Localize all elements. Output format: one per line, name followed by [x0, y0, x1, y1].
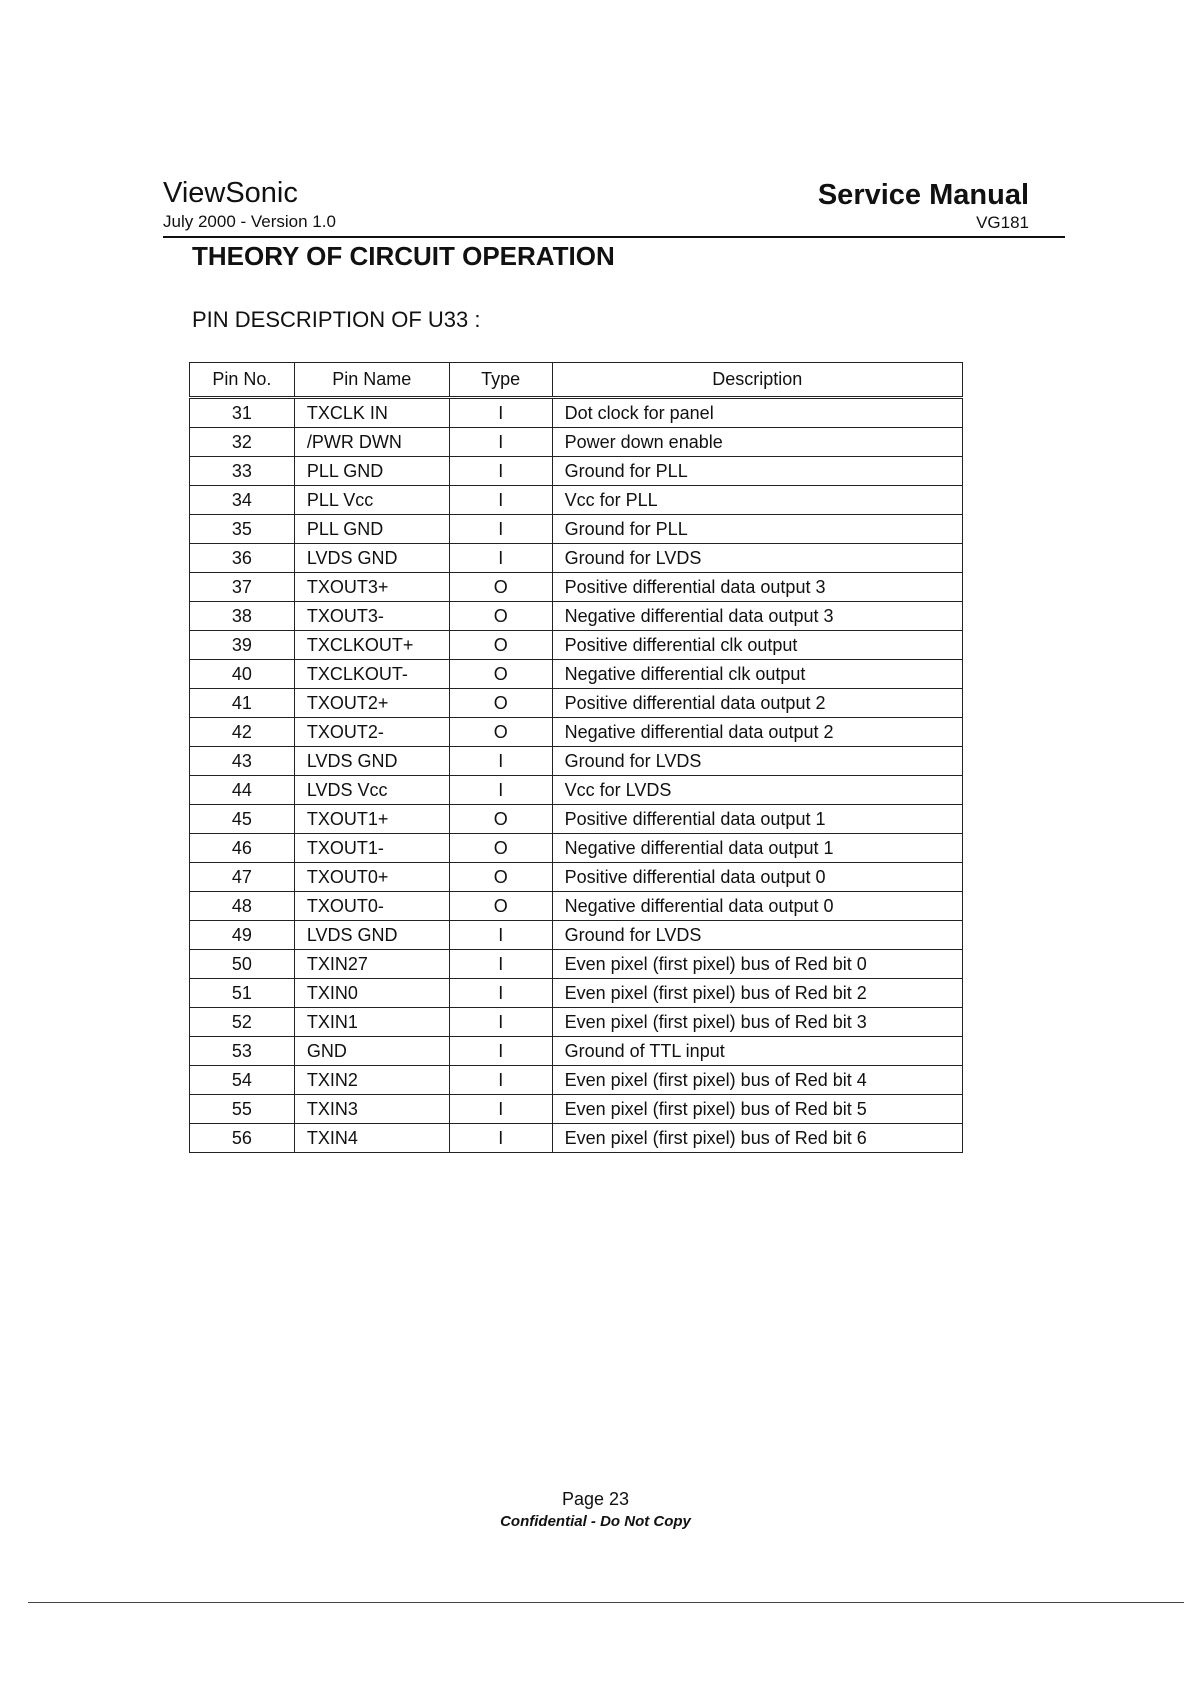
pin-name-cell: TXOUT1- [294, 834, 449, 863]
footer-divider [28, 1602, 1184, 1603]
table-row [190, 979, 963, 1008]
pin-type-cell: O [449, 602, 552, 631]
pin-description-cell: Even pixel (first pixel) bus of Red bit 2 [552, 979, 962, 1008]
header-pin-name: Pin Name [294, 363, 449, 398]
pin-type-cell: I [449, 979, 552, 1008]
page-number: Page 23 [561, 1489, 630, 1509]
table-row [190, 689, 963, 718]
pin-name-cell: LVDS GND [294, 544, 449, 573]
table-row [190, 1066, 963, 1095]
pin-name-cell: TXCLKOUT+ [294, 631, 449, 660]
header-divider [163, 236, 1065, 238]
table-row [190, 950, 963, 979]
pin-type-cell: O [449, 631, 552, 660]
pin-description-cell: Vcc for PLL [552, 486, 962, 515]
pin-description-cell: Ground for LVDS [552, 921, 962, 950]
model-number: VG181 [976, 213, 1029, 232]
pin-description-cell: Power down enable [552, 428, 962, 457]
pin-no-cell: 42 [190, 718, 295, 747]
pin-description-cell: Vcc for LVDS [552, 776, 962, 805]
pin-type-cell: O [449, 863, 552, 892]
table-row [190, 718, 963, 747]
pin-no-cell: 49 [190, 921, 295, 950]
table-row [190, 486, 963, 515]
pin-type-cell: I [449, 486, 552, 515]
table-row [190, 573, 963, 602]
pin-no-cell: 53 [190, 1037, 295, 1066]
pin-no-cell: 33 [190, 457, 295, 486]
pin-no-cell: 52 [190, 1008, 295, 1037]
pin-no-cell: 39 [190, 631, 295, 660]
table-row [190, 1095, 963, 1124]
pin-name-cell: LVDS GND [294, 921, 449, 950]
pin-type-cell: O [449, 805, 552, 834]
pin-no-cell: 37 [190, 573, 295, 602]
pin-description-cell: Ground for PLL [552, 515, 962, 544]
brand-name: ViewSonic [163, 177, 298, 209]
table-row [190, 776, 963, 805]
pin-type-cell: O [449, 660, 552, 689]
pin-name-cell: LVDS Vcc [294, 776, 449, 805]
table-row [190, 892, 963, 921]
table-row [190, 398, 963, 428]
pin-name-cell: PLL GND [294, 457, 449, 486]
pin-type-cell: I [449, 515, 552, 544]
pin-type-cell: I [449, 776, 552, 805]
pin-type-cell: I [449, 921, 552, 950]
pin-type-cell: I [449, 428, 552, 457]
section-title: THEORY OF CIRCUIT OPERATION [192, 241, 615, 271]
pin-description-cell: Dot clock for panel [552, 398, 962, 428]
pin-description-cell: Even pixel (first pixel) bus of Red bit 4 [552, 1066, 962, 1095]
pin-no-cell: 34 [190, 486, 295, 515]
pin-name-cell: TXOUT0+ [294, 863, 449, 892]
pin-type-cell: I [449, 544, 552, 573]
pin-description-cell: Negative differential data output 0 [552, 892, 962, 921]
table-row [190, 834, 963, 863]
pin-description-table [189, 362, 963, 1153]
pin-no-cell: 48 [190, 892, 295, 921]
pin-no-cell: 32 [190, 428, 295, 457]
pin-no-cell: 40 [190, 660, 295, 689]
pin-type-cell: I [449, 1095, 552, 1124]
header-pin-no: Pin No. [190, 363, 295, 398]
pin-no-cell: 38 [190, 602, 295, 631]
confidential-notice: Confidential - Do Not Copy [500, 1513, 691, 1530]
table-row [190, 747, 963, 776]
pin-no-cell: 36 [190, 544, 295, 573]
pin-no-cell: 45 [190, 805, 295, 834]
table-row [190, 515, 963, 544]
pin-type-cell: I [449, 457, 552, 486]
table-row [190, 921, 963, 950]
pin-type-cell: O [449, 834, 552, 863]
pin-description-cell: Ground for PLL [552, 457, 962, 486]
pin-name-cell: TXOUT3+ [294, 573, 449, 602]
table-row [190, 1008, 963, 1037]
pin-name-cell: TXOUT0- [294, 892, 449, 921]
pin-name-cell: GND [294, 1037, 449, 1066]
table-row [190, 631, 963, 660]
header-description: Description [552, 363, 962, 398]
pin-no-cell: 56 [190, 1124, 295, 1153]
table-caption: PIN DESCRIPTION OF U33 : [192, 307, 481, 332]
table-row [190, 602, 963, 631]
pin-type-cell: I [449, 1124, 552, 1153]
pin-type-cell: I [449, 1008, 552, 1037]
pin-name-cell: TXOUT1+ [294, 805, 449, 834]
pin-name-cell: PLL Vcc [294, 486, 449, 515]
pin-name-cell: TXIN3 [294, 1095, 449, 1124]
pin-type-cell: O [449, 573, 552, 602]
pin-no-cell: 41 [190, 689, 295, 718]
pin-name-cell: TXOUT2+ [294, 689, 449, 718]
table-row [190, 805, 963, 834]
pin-description-cell: Positive differential data output 0 [552, 863, 962, 892]
manual-title: Service Manual [817, 179, 1029, 211]
table-row [190, 863, 963, 892]
pin-no-cell: 31 [190, 398, 295, 428]
version-line: July 2000 - Version 1.0 [163, 212, 336, 231]
table-header-row [190, 363, 963, 398]
pin-type-cell: O [449, 689, 552, 718]
pin-description-cell: Ground of TTL input [552, 1037, 962, 1066]
pin-name-cell: TXOUT2- [294, 718, 449, 747]
pin-type-cell: I [449, 1066, 552, 1095]
pin-description-cell: Positive differential data output 3 [552, 573, 962, 602]
pin-description-cell: Even pixel (first pixel) bus of Red bit 5 [552, 1095, 962, 1124]
table-row [190, 1037, 963, 1066]
pin-no-cell: 50 [190, 950, 295, 979]
pin-description-cell: Negative differential data output 2 [552, 718, 962, 747]
table-row [190, 1124, 963, 1153]
pin-name-cell: TXIN0 [294, 979, 449, 1008]
table-row [190, 544, 963, 573]
table-row [190, 457, 963, 486]
pin-no-cell: 47 [190, 863, 295, 892]
pin-description-cell: Ground for LVDS [552, 747, 962, 776]
pin-type-cell: I [449, 398, 552, 428]
pin-no-cell: 51 [190, 979, 295, 1008]
pin-name-cell: /PWR DWN [294, 428, 449, 457]
pin-name-cell: TXIN4 [294, 1124, 449, 1153]
pin-type-cell: O [449, 718, 552, 747]
pin-type-cell: I [449, 950, 552, 979]
table-row [190, 660, 963, 689]
pin-name-cell: TXIN27 [294, 950, 449, 979]
pin-description-cell: Negative differential data output 3 [552, 602, 962, 631]
pin-description-cell: Positive differential clk output [552, 631, 962, 660]
pin-no-cell: 44 [190, 776, 295, 805]
table-row [190, 428, 963, 457]
pin-type-cell: O [449, 892, 552, 921]
pin-name-cell: TXOUT3- [294, 602, 449, 631]
pin-no-cell: 55 [190, 1095, 295, 1124]
pin-name-cell: PLL GND [294, 515, 449, 544]
pin-description-cell: Negative differential data output 1 [552, 834, 962, 863]
pin-no-cell: 54 [190, 1066, 295, 1095]
pin-name-cell: TXCLK IN [294, 398, 449, 428]
table-body [190, 398, 963, 1153]
pin-description-cell: Positive differential data output 1 [552, 805, 962, 834]
pin-no-cell: 46 [190, 834, 295, 863]
pin-no-cell: 35 [190, 515, 295, 544]
pin-description-cell: Even pixel (first pixel) bus of Red bit 3 [552, 1008, 962, 1037]
pin-name-cell: TXCLKOUT- [294, 660, 449, 689]
pin-description-cell: Ground for LVDS [552, 544, 962, 573]
pin-description-cell: Even pixel (first pixel) bus of Red bit 6 [552, 1124, 962, 1153]
pin-description-cell: Negative differential clk output [552, 660, 962, 689]
pin-type-cell: I [449, 1037, 552, 1066]
pin-description-cell: Even pixel (first pixel) bus of Red bit 0 [552, 950, 962, 979]
pin-name-cell: LVDS GND [294, 747, 449, 776]
pin-name-cell: TXIN2 [294, 1066, 449, 1095]
header-type: Type [449, 363, 552, 398]
pin-no-cell: 43 [190, 747, 295, 776]
pin-name-cell: TXIN1 [294, 1008, 449, 1037]
pin-description-cell: Positive differential data output 2 [552, 689, 962, 718]
pin-type-cell: I [449, 747, 552, 776]
